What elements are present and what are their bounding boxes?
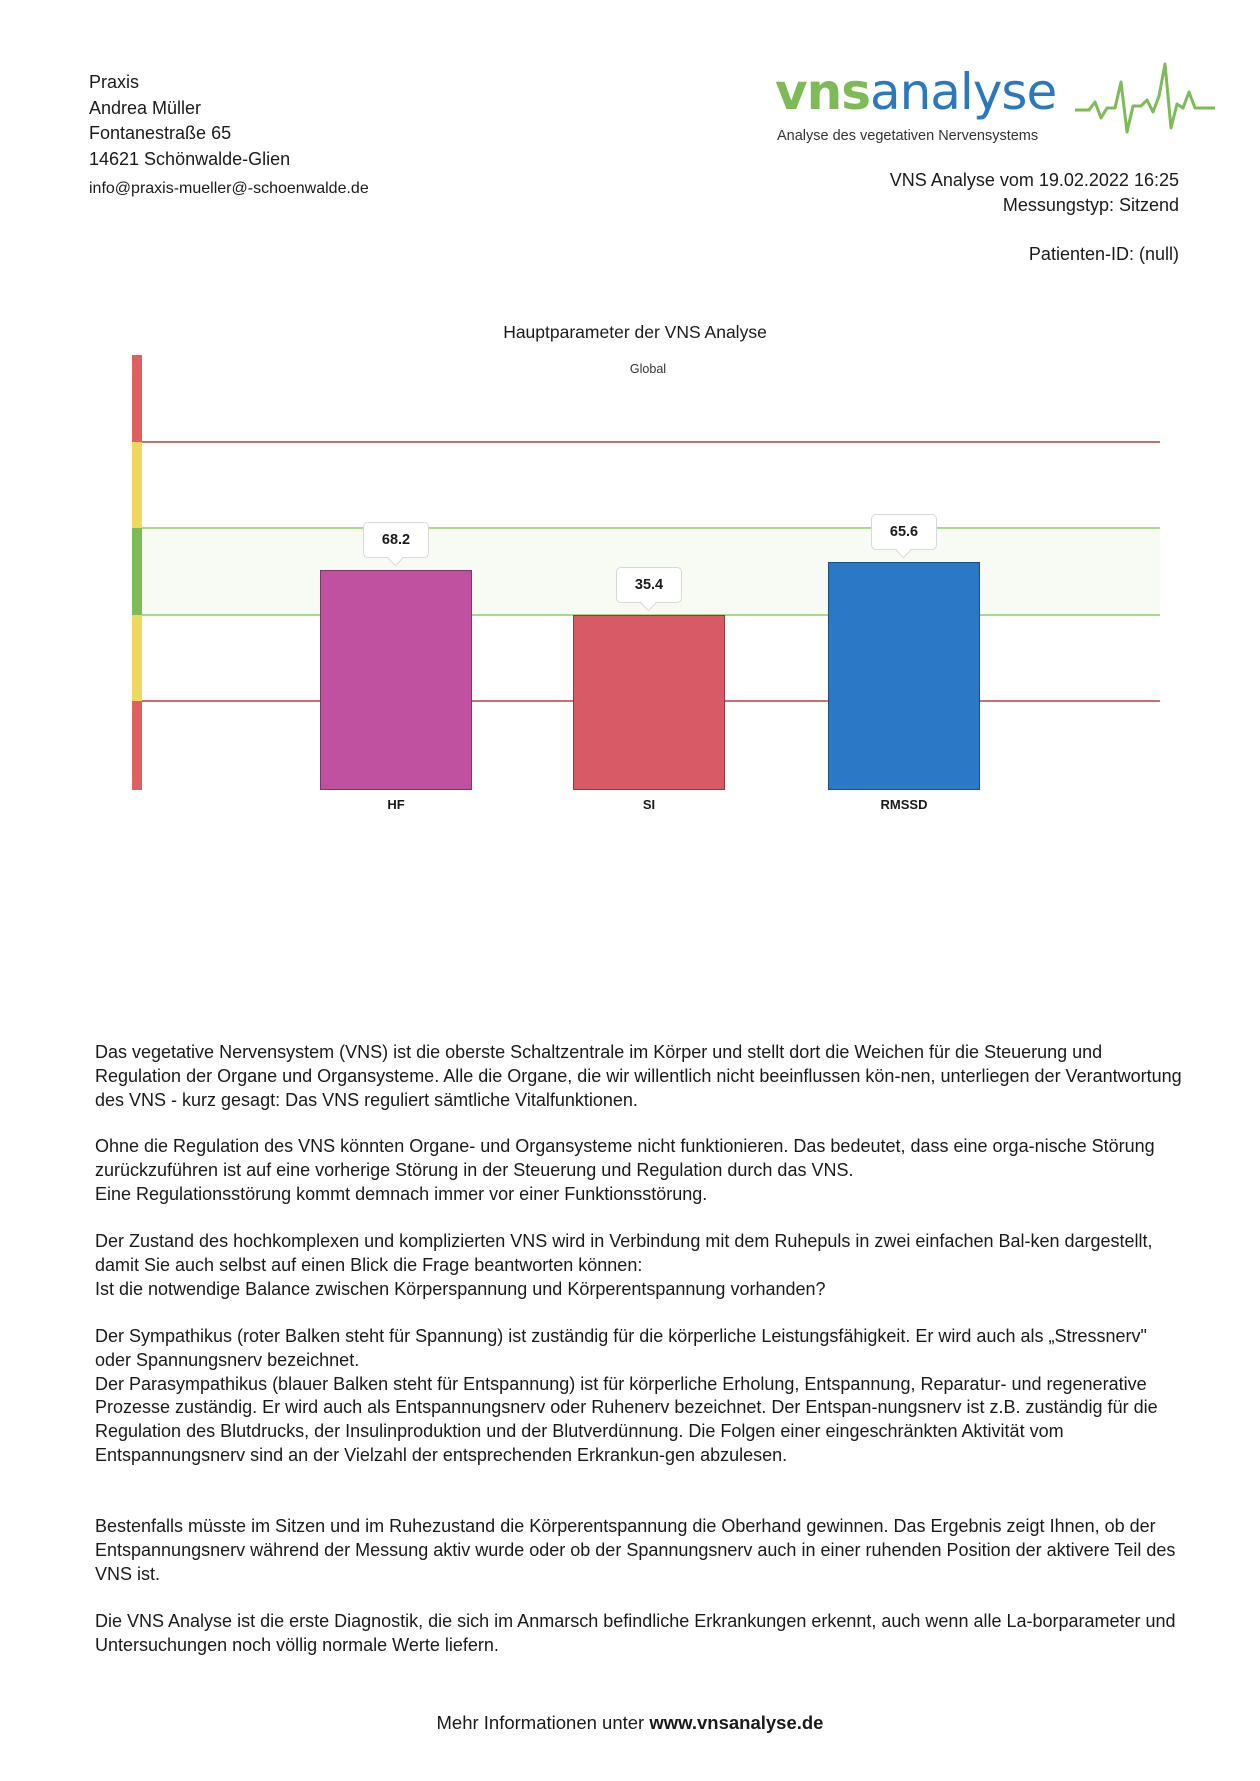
paragraph-text: Bestenfalls müsste im Sitzen und im Ruhezustand die Körperentspannung die Oberhand gewinnen. Das Ergebnis zeigt Ihnen, ob der Entspannungsnerv während der Messung aktiv wurde oder ob der Spannungsnerv auch in einer ruhenden Position der aktivere Teil des VNS ist. (95, 1516, 1176, 1584)
analysis-meta (890, 168, 1179, 218)
value-label-hf: 68.2 (363, 522, 429, 558)
logo-tagline: Analyse des vegetativen Nervensystems (777, 128, 1039, 144)
chart-subtitle: Global (629, 362, 667, 376)
threshold-line-green-upper (142, 527, 1160, 529)
paragraph-text: Der Sympathikus (roter Balken steht für Spannung) ist zuständig für die körperliche Leistungsfähigkeit. Er wird auch als „Stressnerv" oder Spannungsnerv bezeichnet. (95, 1326, 1147, 1370)
value-label-rmssd: 65.6 (871, 514, 937, 550)
paragraph-text: Ist die notwendige Balance zwischen Körperspannung und Körperentspannung vorhanden? (95, 1278, 826, 1299)
zone-red-top (132, 355, 142, 442)
paragraph-intro (95, 1041, 1185, 1112)
logo-wordmark (775, 62, 1056, 122)
paragraph-result (95, 1515, 1185, 1586)
practice-name: Andrea Müller (89, 97, 202, 118)
footer-website-link[interactable]: www.vnsanalyse.de (649, 1712, 824, 1733)
zone-yellow-upper (132, 442, 142, 528)
paragraph-regulation (95, 1135, 1185, 1206)
paragraph-balance (95, 1230, 1185, 1301)
paragraph-text: Der Zustand des hochkomplexen und komplizierten VNS wird in Verbindung mit dem Ruhepuls in zwei einfachen Bal-ken dargestellt, damit Sie auch selbst auf einen Blick die Frage beantworten können: (95, 1231, 1153, 1275)
footer-prefix: Mehr Informationen unter (436, 1712, 650, 1733)
practice-label: Praxis (89, 72, 140, 92)
zone-yellow-lower (132, 615, 142, 701)
x-label-rmssd: RMSSD (880, 797, 928, 812)
paragraph-sympathikus (95, 1325, 1185, 1468)
value-label-si: 35.4 (616, 567, 682, 603)
patient-id: Patienten-ID: (null) (1028, 244, 1179, 264)
practice-email[interactable]: info@praxis-mueller@-schoenwalde.de (89, 180, 369, 197)
x-label-si: SI (642, 797, 656, 812)
threshold-line-red-upper (142, 441, 1160, 443)
ecg-heartbeat-icon (1075, 62, 1215, 152)
paragraph-text: Die VNS Analyse ist die erste Diagnostik, die sich im Anmarsch befindliche Erkrankungen erkennt, auch wenn alle La-borparameter und Untersuchungen noch völlig normale Werte liefern. (95, 1611, 1176, 1655)
practice-street: Fontanestraße 65 (89, 123, 232, 143)
zone-red-bottom (132, 701, 142, 790)
paragraph-text: Eine Regulationsstörung kommt demnach immer vor einer Funktionsstörung. (95, 1183, 708, 1204)
bar-rmssd (828, 562, 980, 790)
practice-city: 14621 Schönwalde-Glien (89, 148, 291, 169)
paragraph-diagnostics (95, 1610, 1185, 1658)
paragraph-text: Das vegetative Nervensystem (VNS) ist die oberste Schaltzentrale im Körper und stellt dort die Weichen für die Steuerung und Regulation der Organe und Organsysteme. Alle die Organe, die wir willentlich nicht beeinflussen kön-nen, unterliegen der Verantwortung des VNS - kurz gesagt: Das VNS reguliert sämtliche Vitalfunktionen. (95, 1042, 1182, 1110)
practice-address (89, 70, 369, 202)
zone-green (132, 528, 142, 615)
bar-si (573, 615, 725, 790)
analysis-title: VNS Analyse vom 19.02.2022 16:25 (889, 170, 1179, 190)
paragraph-text: Ohne die Regulation des VNS könnten Organe- und Organsysteme nicht funktionieren. Das bedeutet, dass eine orga-nische Störung zurückzuführen ist auf eine vorherige Störung in der Steuerung und Regulation durch das VNS. (95, 1136, 1155, 1180)
chart-title: Hauptparameter der VNS Analyse (503, 322, 767, 342)
paragraph-text: Der Parasympathikus (blauer Balken steht für Entspannung) ist für körperliche Erholung, Entspannung, Reparatur- und regenerative Prozesse zuständig. Er wird auch als Entspannungsnerv oder Ruhenerv bezeichnet. Der Entspan-nungsnerv ist z.B. zuständig für die Regulation des Blutdrucks, der Insulinproduktion und der Blutverdünnung. Die Folgen einer eingeschränkten Aktivität vom Entspannungsnerv sind an der Vielzahl der entsprechenden Erkrankun-gen abzulesen. (95, 1373, 1158, 1465)
logo-word-blue: analyse (869, 63, 1057, 121)
footer (0, 1712, 1260, 1734)
logo-word-green: vns (775, 63, 870, 121)
x-label-hf: HF (387, 797, 405, 812)
vnsanalyse-logo (775, 62, 1215, 152)
measurement-type: Messungstyp: Sitzend (1002, 195, 1179, 215)
bar-hf (320, 570, 472, 790)
